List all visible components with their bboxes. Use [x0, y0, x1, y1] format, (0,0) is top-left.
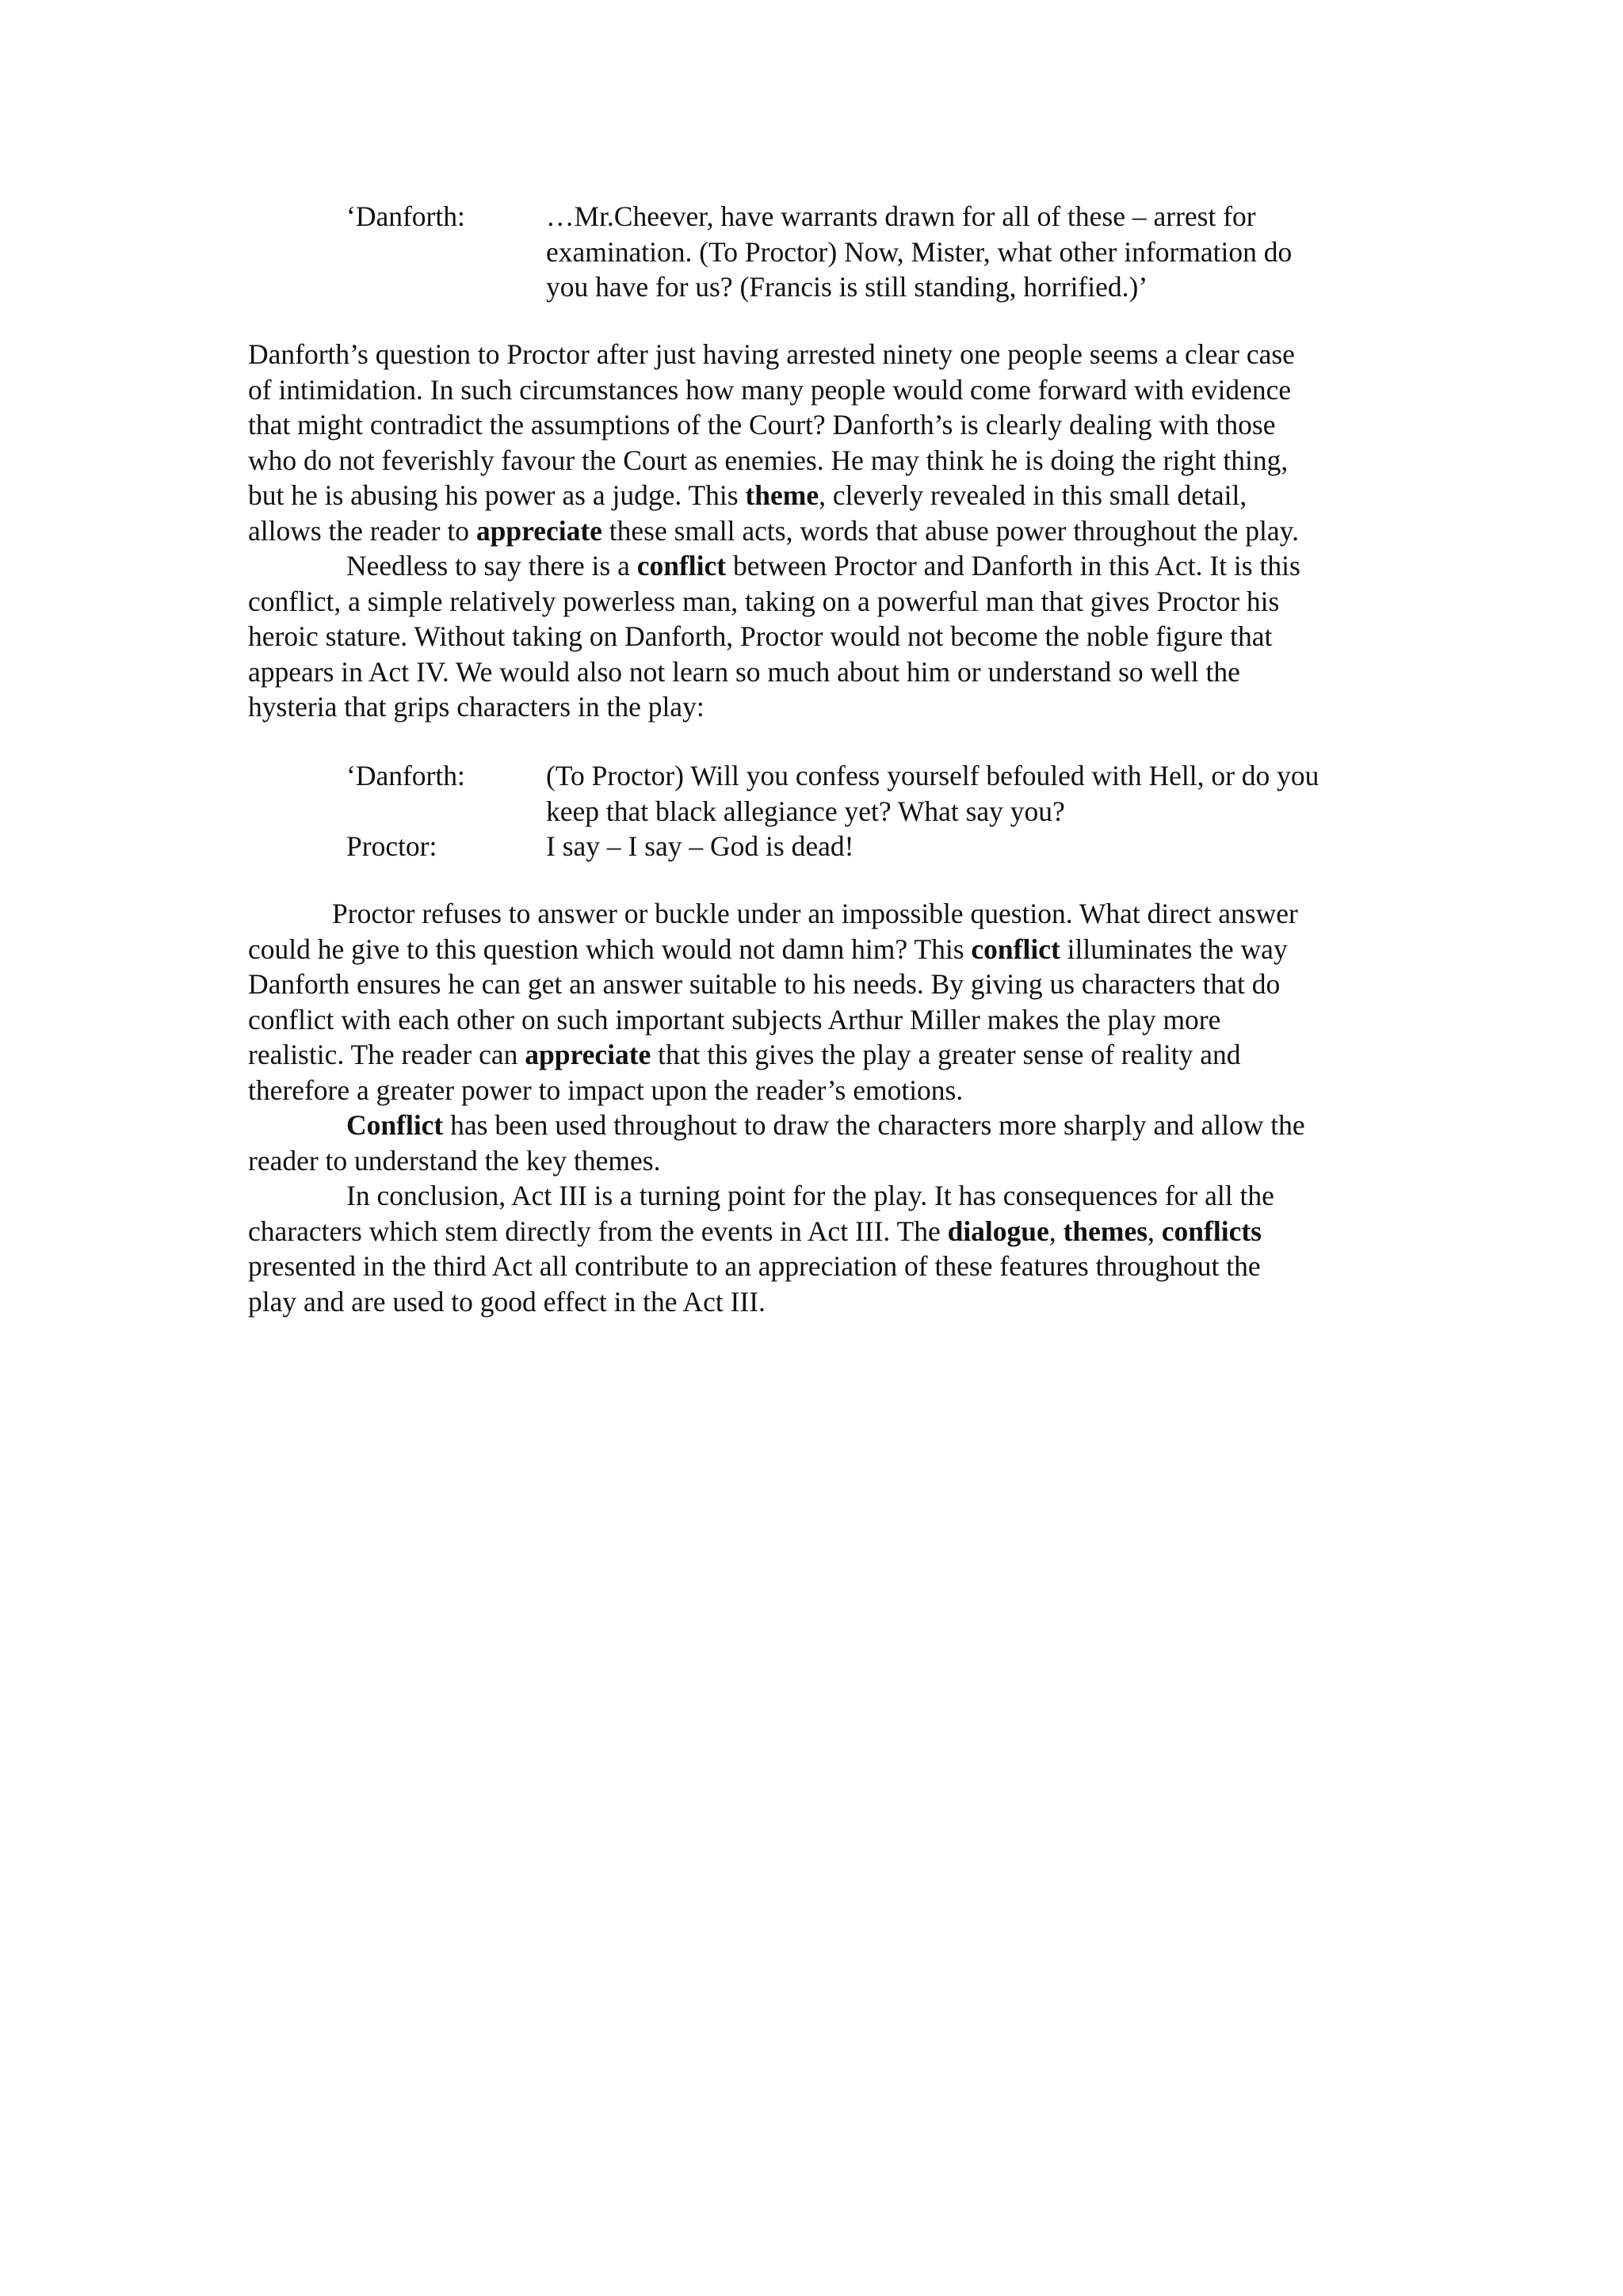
paragraph-line: conflict, a simple relatively powerless man, taking on a powerful man that gives Proctor his: [248, 585, 1280, 617]
paragraph-conflict-used: [248, 1108, 1389, 1178]
keyword-dialogue: dialogue: [947, 1215, 1049, 1247]
speech-line: keep that black allegiance yet? What say you?: [546, 795, 1065, 827]
speech-line: you have for us? (Francis is still standing, horrified.)’: [546, 271, 1148, 303]
speech-line: …Mr.Cheever, have warrants drawn for all of these – arrest for: [546, 200, 1256, 232]
keyword-conflict: conflict: [971, 933, 1060, 965]
text-run: ,: [1048, 1215, 1064, 1247]
text-run: characters which stem directly from the events in Act III. The: [248, 1215, 948, 1247]
paragraph-line: [248, 548, 1389, 584]
paragraph-line: hysteria that grips characters in the play:: [248, 691, 705, 723]
keyword-conflict: Conflict: [346, 1109, 444, 1141]
keyword-conflict: conflict: [636, 550, 727, 582]
paragraph-line: [248, 1108, 1389, 1143]
keyword-theme: theme: [745, 479, 819, 511]
text-run: between Proctor and Danforth in this Act. It is this: [726, 550, 1300, 582]
text-run: but he is abusing his power as a judge. This: [248, 479, 746, 511]
paragraph-intimidation: [248, 337, 1389, 548]
paragraph-line: heroic stature. Without taking on Danforth, Proctor would not become the noble figure that: [248, 620, 1273, 652]
text-run: that this gives the play a greater sense of reality and: [651, 1039, 1241, 1070]
paragraph-line: Proctor refuses to answer or buckle under an impossible question. What direct answer: [332, 898, 1298, 929]
text-run: illuminates the way: [1060, 933, 1288, 965]
paragraph-line: Danforth ensures he can get an answer suitable to his needs. By giving us characters that do: [248, 968, 1281, 1000]
text-run: could he give to this question which would not damn him? This: [248, 933, 972, 965]
text-run: allows the reader to: [248, 514, 476, 547]
paragraph-line: that might contradict the assumptions of the Court? Danforth’s is clearly dealing with those: [248, 409, 1276, 441]
speech-text: [546, 199, 1408, 305]
text-run: these small acts, words that abuse power throughout the play.: [601, 514, 1299, 547]
paragraph-line: conflict with each other on such important subjects Arthur Miller makes the play more: [248, 1003, 1221, 1035]
quote-row: [346, 758, 1408, 829]
text-run: Needless to say there is a: [346, 550, 637, 582]
paragraph-line: of intimidation. In such circumstances how many people would come forward with evidence: [248, 373, 1292, 406]
text-run: realistic. The reader can: [248, 1039, 525, 1070]
text-run: has been used throughout to draw the characters more sharply and allow the: [443, 1109, 1305, 1141]
speech-text: [546, 758, 1408, 829]
paragraph-conclusion: [248, 1178, 1389, 1319]
keyword-appreciate: appreciate: [475, 514, 602, 547]
paragraph-line: In conclusion, Act III is a turning point for the play. It has consequences for all the: [346, 1180, 1274, 1211]
paragraph-conflict-proctor-danforth: [248, 548, 1389, 725]
paragraph-line: [248, 1214, 1389, 1249]
text-run: , cleverly revealed in this small detail,: [819, 479, 1247, 511]
quote-block-danforth-warrants: [346, 199, 1408, 305]
paragraph-line: therefore a greater power to impact upon the reader’s emotions.: [248, 1074, 964, 1106]
quote-row: [346, 829, 1408, 864]
paragraph-proctor-refuses: [248, 896, 1389, 1108]
paragraph-line: who do not feverishly favour the Court as enemies. He may think he is doing the right thing,: [248, 444, 1289, 476]
paragraph-line: [248, 478, 1389, 513]
speaker-name: ‘Danforth:: [346, 760, 465, 791]
speech-line: (To Proctor) Will you confess yourself befouled with Hell, or do you: [546, 760, 1319, 791]
speaker-name: Proctor:: [346, 830, 437, 862]
paragraph-line: presented in the third Act all contribute to an appreciation of these features throughout the: [248, 1250, 1261, 1282]
speech-text: [546, 829, 1408, 864]
paragraph-line: Danforth’s question to Proctor after just having arrested ninety one people seems a clear case: [248, 338, 1295, 370]
keyword-conflicts: conflicts: [1161, 1215, 1262, 1247]
quote-row: [346, 199, 1408, 305]
speaker-name: ‘Danforth:: [346, 200, 465, 232]
keyword-themes: themes: [1063, 1215, 1148, 1247]
paragraph-line: [248, 1037, 1389, 1073]
paragraph-line: [248, 513, 1389, 549]
keyword-appreciate: appreciate: [525, 1039, 651, 1070]
paragraph-line: appears in Act IV. We would also not learn so much about him or understand so well the: [248, 655, 1240, 688]
text-run: ,: [1148, 1215, 1162, 1247]
paragraph-line: reader to understand the key themes.: [248, 1144, 661, 1177]
speech-line: I say – I say – God is dead!: [546, 830, 854, 862]
speech-line: examination. (To Proctor) Now, Mister, what other information do: [546, 235, 1293, 268]
paragraph-line: [248, 932, 1389, 967]
quote-block-god-is-dead: [346, 758, 1408, 864]
paragraph-line: play and are used to good effect in the Act III.: [248, 1285, 766, 1318]
